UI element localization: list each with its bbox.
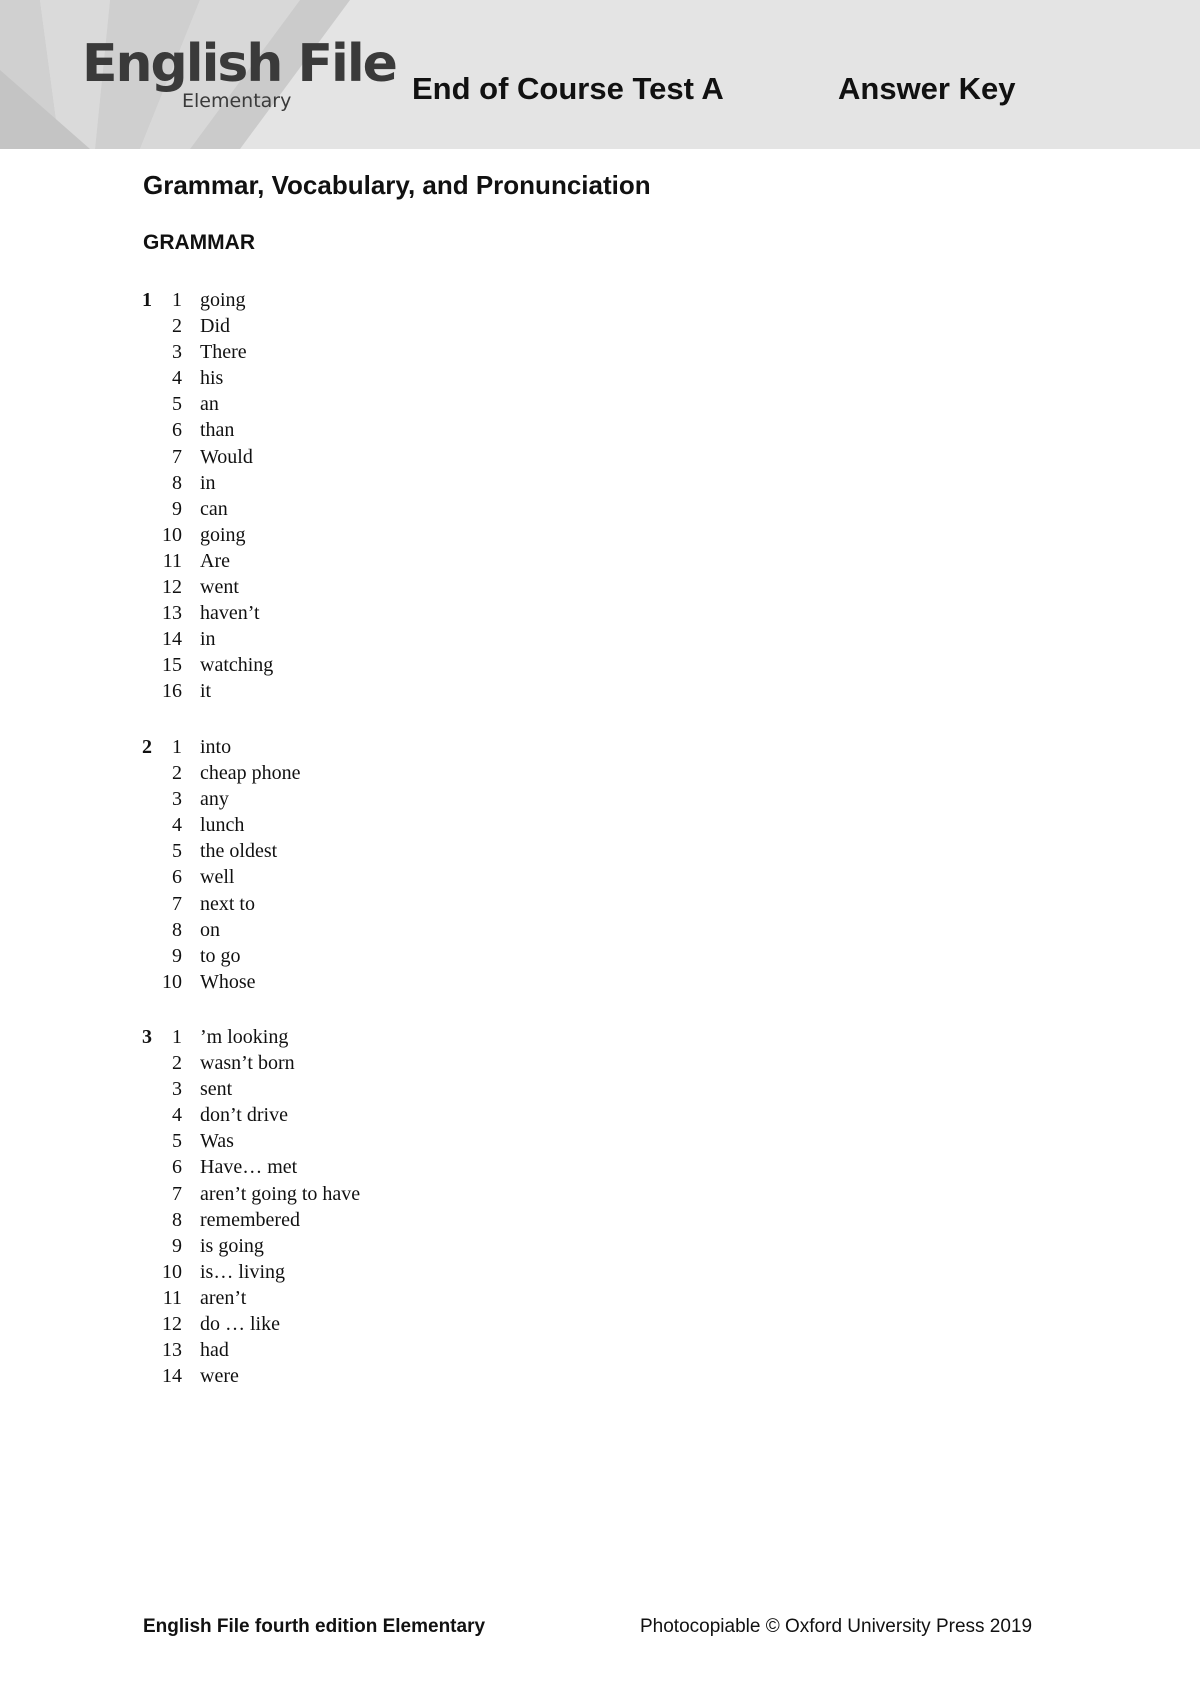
answer-row (0, 339, 600, 365)
answer-text: Have… met (200, 1156, 298, 1179)
answer-text: can (200, 497, 228, 520)
answer-key-label: Answer Key (838, 71, 1016, 106)
item-number: 3 (172, 1078, 182, 1101)
answer-text: There (200, 341, 247, 364)
answer-text: is… living (200, 1260, 286, 1283)
item-number: 11 (162, 549, 182, 572)
answer-text: sent (200, 1078, 233, 1101)
answer-row (0, 1311, 600, 1337)
exercise-3 (0, 1024, 600, 1389)
answer-text: Whose (200, 970, 256, 993)
item-number: 11 (162, 1286, 182, 1309)
item-number: 6 (172, 866, 182, 889)
answer-row (0, 812, 600, 838)
item-number: 10 (162, 1260, 182, 1283)
answer-row (0, 678, 600, 704)
answer-row (0, 1154, 600, 1180)
answer-text: Are (200, 549, 230, 572)
answer-text: the oldest (200, 840, 278, 863)
item-number: 12 (162, 576, 182, 599)
answer-row (0, 969, 600, 995)
english-file-logo (82, 34, 396, 112)
answer-row (0, 470, 600, 496)
item-number: 7 (172, 445, 182, 468)
item-number: 5 (172, 393, 182, 416)
answer-row (0, 786, 600, 812)
answer-text: aren’t (200, 1286, 247, 1309)
item-number: 5 (172, 1130, 182, 1153)
item-number: 1 (172, 1026, 182, 1048)
answer-text: watching (200, 654, 274, 677)
answer-row (0, 1181, 600, 1207)
answer-row (0, 1102, 600, 1128)
page-header (0, 0, 1200, 149)
answer-row (0, 917, 600, 943)
answer-row (0, 1285, 600, 1311)
answer-row (0, 313, 600, 339)
answer-row (0, 891, 600, 917)
item-number: 4 (172, 367, 182, 390)
item-number: 8 (172, 1208, 182, 1231)
answer-text: is going (200, 1234, 264, 1257)
logo-sub-text: Elementary (182, 90, 292, 112)
answer-text: had (200, 1339, 229, 1362)
item-number: 8 (172, 918, 182, 941)
answer-text: wasn’t born (200, 1052, 295, 1075)
answer-row (0, 287, 600, 313)
answer-text: in (200, 471, 216, 494)
answer-text: going (200, 523, 246, 546)
answer-text: an (200, 393, 219, 416)
exercise-number: 1 (142, 289, 152, 311)
answer-row (0, 496, 600, 522)
answer-text: in (200, 628, 216, 651)
answer-text: into (200, 736, 232, 758)
item-number: 7 (172, 892, 182, 915)
footer-edition: English File fourth edition Elementary (143, 1616, 486, 1637)
answer-row (0, 1050, 600, 1076)
answer-text: Did (200, 315, 230, 338)
exercise-2 (0, 734, 600, 995)
answer-row (0, 734, 600, 760)
item-number: 13 (162, 1339, 182, 1362)
answer-row (0, 838, 600, 864)
answer-text: went (200, 576, 239, 599)
answer-row (0, 1076, 600, 1102)
logo-main-text: English File (82, 34, 396, 94)
item-number: 15 (162, 654, 182, 677)
answer-text: were (200, 1365, 239, 1388)
item-number: 14 (162, 1365, 182, 1388)
item-number: 2 (172, 762, 182, 785)
answer-row (0, 626, 600, 652)
answer-row (0, 600, 600, 626)
exercise-1 (0, 287, 600, 705)
item-number: 8 (172, 471, 182, 494)
answer-text: Would (200, 445, 253, 468)
answer-row (0, 1024, 600, 1050)
answer-text: his (200, 367, 224, 390)
item-number: 9 (172, 1234, 182, 1257)
answer-text: going (200, 289, 246, 311)
answer-row (0, 365, 600, 391)
answer-row (0, 548, 600, 574)
section-title: Grammar, Vocabulary, and Pronunciation (143, 170, 651, 200)
item-number: 5 (172, 840, 182, 863)
item-number: 1 (172, 736, 182, 758)
answer-row (0, 1259, 600, 1285)
answer-row (0, 1337, 600, 1363)
grammar-heading: GRAMMAR (143, 231, 255, 254)
item-number: 2 (172, 1052, 182, 1075)
answer-text: it (200, 680, 212, 703)
item-number: 4 (172, 814, 182, 837)
answer-row (0, 1128, 600, 1154)
item-number: 3 (172, 341, 182, 364)
answer-text: remembered (200, 1208, 300, 1231)
answer-text: well (200, 866, 235, 889)
answer-text: to go (200, 944, 241, 967)
answer-row (0, 444, 600, 470)
answer-row (0, 943, 600, 969)
item-number: 4 (172, 1104, 182, 1127)
item-number: 6 (172, 1156, 182, 1179)
answer-text: Was (200, 1130, 234, 1153)
item-number: 1 (172, 289, 182, 311)
item-number: 9 (172, 944, 182, 967)
answer-text: next to (200, 892, 255, 915)
item-number: 3 (172, 788, 182, 811)
answer-row (0, 417, 600, 443)
item-number: 10 (162, 970, 182, 993)
answer-text: haven’t (200, 602, 260, 625)
item-number: 2 (172, 315, 182, 338)
exercise-number: 3 (142, 1026, 152, 1048)
answer-text: ’m looking (200, 1026, 289, 1048)
answer-text: any (200, 788, 229, 811)
answer-row (0, 1363, 600, 1389)
item-number: 16 (162, 680, 182, 703)
answer-row (0, 760, 600, 786)
item-number: 14 (162, 628, 182, 651)
answer-text: than (200, 419, 235, 442)
item-number: 12 (162, 1313, 182, 1336)
footer-copyright: Photocopiable © Oxford University Press 2019 (640, 1616, 1033, 1637)
exercise-number: 2 (142, 736, 152, 758)
item-number: 13 (162, 602, 182, 625)
answer-text: do … like (200, 1313, 280, 1336)
answer-text: on (200, 918, 220, 941)
answer-row (0, 522, 600, 548)
answer-row (0, 864, 600, 890)
test-title: End of Course Test A (412, 71, 724, 106)
answer-row (0, 391, 600, 417)
answer-text: cheap phone (200, 762, 301, 785)
answer-row (0, 1233, 600, 1259)
answer-row (0, 1207, 600, 1233)
answer-row (0, 574, 600, 600)
item-number: 10 (162, 523, 182, 546)
item-number: 9 (172, 497, 182, 520)
answer-row (0, 652, 600, 678)
item-number: 7 (172, 1182, 182, 1205)
answer-text: don’t drive (200, 1104, 288, 1127)
item-number: 6 (172, 419, 182, 442)
answer-text: lunch (200, 814, 245, 837)
answer-text: aren’t going to have (200, 1182, 361, 1205)
